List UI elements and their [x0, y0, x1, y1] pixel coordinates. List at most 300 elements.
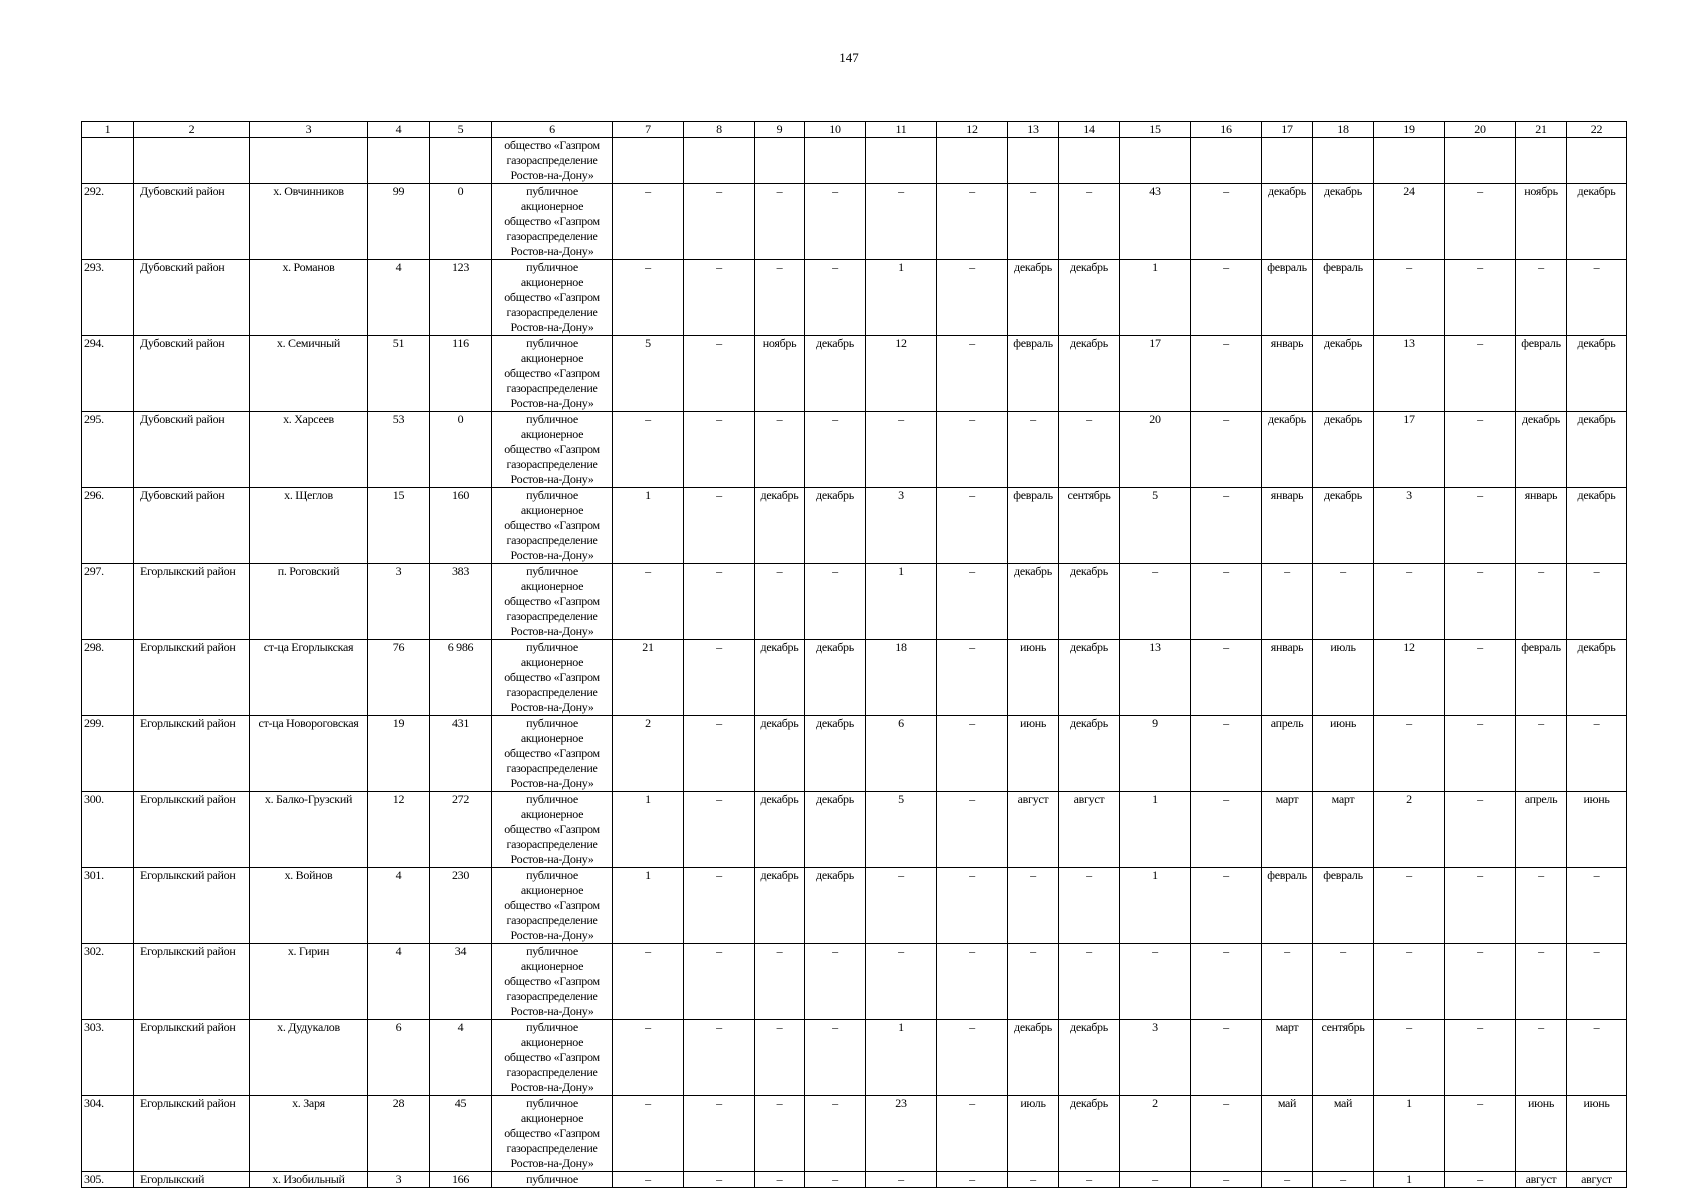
value-cell: –: [613, 260, 684, 336]
value-cell: –: [1191, 184, 1262, 260]
district-cell: Егорлыкский район: [134, 792, 250, 868]
value-cell: –: [1445, 640, 1516, 716]
value-cell: –: [684, 1172, 755, 1188]
value-cell: –: [1445, 1096, 1516, 1172]
organization-line: Ростов-на-Дону»: [510, 776, 594, 790]
value-cell: –: [1516, 716, 1567, 792]
organization-line: публичное: [526, 412, 578, 426]
value-cell: –: [1120, 564, 1191, 640]
value-cell: –: [805, 1020, 866, 1096]
value-cell: –: [805, 260, 866, 336]
value-cell: 1: [866, 1020, 937, 1096]
value-cell: январь: [1516, 488, 1567, 564]
value-cell: –: [1374, 564, 1445, 640]
settlement-cell: ст-ца Егорлыкская: [250, 640, 368, 716]
organization-cell: [492, 1172, 613, 1188]
value-cell: –: [1191, 792, 1262, 868]
organization-line: Ростов-на-Дону»: [510, 244, 594, 258]
table-row: [82, 640, 1627, 716]
value-cell: декабрь: [805, 868, 866, 944]
value-cell: декабрь: [1059, 336, 1120, 412]
organization-line: Ростов-на-Дону»: [510, 624, 594, 638]
value-cell: –: [1374, 260, 1445, 336]
value-cell: 6 986: [430, 640, 492, 716]
value-cell: декабрь: [1059, 640, 1120, 716]
value-cell: 20: [1120, 412, 1191, 488]
value-cell: сентябрь: [1313, 1020, 1374, 1096]
value-cell: –: [684, 488, 755, 564]
value-cell: –: [805, 944, 866, 1020]
value-cell: май: [1313, 1096, 1374, 1172]
value-cell: февраль: [1262, 868, 1313, 944]
column-number: 22: [1567, 122, 1627, 138]
value-cell: –: [1445, 716, 1516, 792]
organization-line: общество «Газпром: [504, 898, 600, 912]
organization-line: общество «Газпром: [504, 746, 600, 760]
organization-line: общество «Газпром: [504, 442, 600, 456]
value-cell: –: [1445, 868, 1516, 944]
value-cell: –: [1374, 716, 1445, 792]
value-cell: [937, 138, 1008, 184]
district-cell: Дубовский район: [134, 488, 250, 564]
organization-line: публичное: [526, 944, 578, 958]
value-cell: –: [937, 1096, 1008, 1172]
value-cell: –: [1008, 868, 1059, 944]
value-cell: –: [1313, 944, 1374, 1020]
value-cell: декабрь: [805, 716, 866, 792]
value-cell: 6: [368, 1020, 430, 1096]
value-cell: –: [1008, 184, 1059, 260]
value-cell: август: [1567, 1172, 1627, 1188]
value-cell: декабрь: [805, 792, 866, 868]
value-cell: август: [1516, 1172, 1567, 1188]
value-cell: 19: [368, 716, 430, 792]
organization-line: газораспределение: [506, 305, 598, 319]
value-cell: –: [937, 1172, 1008, 1188]
organization-line: газораспределение: [506, 229, 598, 243]
value-cell: –: [1516, 1020, 1567, 1096]
value-cell: январь: [1262, 640, 1313, 716]
table-row: [82, 138, 1627, 184]
value-cell: 116: [430, 336, 492, 412]
column-number: 15: [1120, 122, 1191, 138]
district-cell: Егорлыкский район: [134, 564, 250, 640]
value-cell: [1374, 138, 1445, 184]
value-cell: декабрь: [1008, 260, 1059, 336]
row-number: 297.: [82, 564, 134, 640]
district-cell: Егорлыкский район: [134, 640, 250, 716]
organization-cell: [492, 336, 613, 412]
value-cell: 17: [1374, 412, 1445, 488]
organization-line: публичное: [526, 792, 578, 806]
settlement-cell: х. Семичный: [250, 336, 368, 412]
table-body: [82, 122, 1627, 1188]
value-cell: 166: [430, 1172, 492, 1188]
column-number: 21: [1516, 122, 1567, 138]
value-cell: –: [1008, 412, 1059, 488]
value-cell: декабрь: [1567, 488, 1627, 564]
value-cell: –: [1191, 412, 1262, 488]
value-cell: декабрь: [755, 488, 805, 564]
row-number: 300.: [82, 792, 134, 868]
value-cell: –: [1059, 184, 1120, 260]
row-number: 304.: [82, 1096, 134, 1172]
table-row: [82, 1096, 1627, 1172]
value-cell: 1: [866, 260, 937, 336]
organization-line: газораспределение: [506, 685, 598, 699]
value-cell: –: [1191, 1172, 1262, 1188]
value-cell: 4: [368, 260, 430, 336]
organization-line: общество «Газпром: [504, 290, 600, 304]
value-cell: 123: [430, 260, 492, 336]
column-number: 20: [1445, 122, 1516, 138]
organization-line: газораспределение: [506, 989, 598, 1003]
value-cell: 2: [1120, 1096, 1191, 1172]
value-cell: 431: [430, 716, 492, 792]
value-cell: –: [1191, 260, 1262, 336]
value-cell: –: [755, 564, 805, 640]
organization-line: общество «Газпром: [504, 1126, 600, 1140]
organization-line: публичное: [526, 336, 578, 350]
column-number: 18: [1313, 122, 1374, 138]
value-cell: –: [684, 336, 755, 412]
organization-line: Ростов-на-Дону»: [510, 396, 594, 410]
value-cell: –: [684, 640, 755, 716]
value-cell: декабрь: [805, 336, 866, 412]
district-cell: Дубовский район: [134, 260, 250, 336]
settlement-cell: х. Войнов: [250, 868, 368, 944]
value-cell: 18: [866, 640, 937, 716]
value-cell: –: [805, 1096, 866, 1172]
value-cell: ноябрь: [1516, 184, 1567, 260]
value-cell: февраль: [1516, 336, 1567, 412]
value-cell: –: [866, 944, 937, 1020]
value-cell: –: [755, 944, 805, 1020]
value-cell: –: [1516, 260, 1567, 336]
table-row: [82, 1172, 1627, 1188]
organization-line: газораспределение: [506, 1065, 598, 1079]
value-cell: –: [1374, 1020, 1445, 1096]
value-cell: –: [937, 640, 1008, 716]
row-number: 303.: [82, 1020, 134, 1096]
value-cell: [1516, 138, 1567, 184]
value-cell: –: [1059, 1172, 1120, 1188]
column-number: 17: [1262, 122, 1313, 138]
district-cell: Егорлыкский: [134, 1172, 250, 1188]
settlement-cell: х. Гирин: [250, 944, 368, 1020]
organization-line: публичное: [526, 640, 578, 654]
value-cell: –: [613, 184, 684, 260]
value-cell: –: [684, 944, 755, 1020]
value-cell: [613, 138, 684, 184]
value-cell: 3: [368, 564, 430, 640]
value-cell: –: [1445, 412, 1516, 488]
organization-line: публичное: [526, 716, 578, 730]
organization-line: публичное: [526, 868, 578, 882]
value-cell: –: [1262, 1172, 1313, 1188]
value-cell: –: [684, 1096, 755, 1172]
district-cell: Дубовский район: [134, 184, 250, 260]
table-row: [82, 944, 1627, 1020]
column-number: 10: [805, 122, 866, 138]
value-cell: –: [937, 488, 1008, 564]
value-cell: –: [613, 1172, 684, 1188]
value-cell: –: [613, 564, 684, 640]
value-cell: июнь: [1008, 716, 1059, 792]
organization-line: акционерное: [520, 807, 584, 821]
value-cell: 5: [613, 336, 684, 412]
value-cell: –: [1445, 944, 1516, 1020]
value-cell: [1120, 138, 1191, 184]
gasification-schedule-table: [81, 121, 1627, 1188]
value-cell: декабрь: [1059, 1020, 1120, 1096]
row-number: 295.: [82, 412, 134, 488]
value-cell: –: [866, 412, 937, 488]
value-cell: –: [1313, 1172, 1374, 1188]
value-cell: 28: [368, 1096, 430, 1172]
value-cell: [1313, 138, 1374, 184]
organization-cell: [492, 1096, 613, 1172]
value-cell: –: [937, 716, 1008, 792]
column-number: 9: [755, 122, 805, 138]
settlement-cell: х. Балко-Грузский: [250, 792, 368, 868]
value-cell: –: [805, 564, 866, 640]
value-cell: –: [613, 1096, 684, 1172]
value-cell: июнь: [1313, 716, 1374, 792]
organization-line: Ростов-на-Дону»: [510, 1156, 594, 1170]
value-cell: 3: [1120, 1020, 1191, 1096]
settlement-cell: х. Харсеев: [250, 412, 368, 488]
value-cell: –: [937, 868, 1008, 944]
organization-line: Ростов-на-Дону»: [510, 1004, 594, 1018]
value-cell: март: [1313, 792, 1374, 868]
value-cell: февраль: [1313, 260, 1374, 336]
organization-line: акционерное: [520, 275, 584, 289]
value-cell: 21: [613, 640, 684, 716]
value-cell: –: [684, 412, 755, 488]
value-cell: –: [937, 336, 1008, 412]
value-cell: –: [1567, 564, 1627, 640]
value-cell: –: [684, 716, 755, 792]
organization-line: публичное: [526, 564, 578, 578]
value-cell: декабрь: [1008, 564, 1059, 640]
value-cell: 2: [1374, 792, 1445, 868]
value-cell: –: [805, 1172, 866, 1188]
settlement-cell: х. Изобильный: [250, 1172, 368, 1188]
value-cell: [755, 138, 805, 184]
organization-line: Ростов-на-Дону»: [510, 852, 594, 866]
column-number: 1: [82, 122, 134, 138]
value-cell: март: [1262, 792, 1313, 868]
value-cell: –: [1445, 488, 1516, 564]
value-cell: декабрь: [1059, 716, 1120, 792]
value-cell: –: [1191, 1020, 1262, 1096]
value-cell: 383: [430, 564, 492, 640]
settlement-cell: п. Роговский: [250, 564, 368, 640]
value-cell: –: [1262, 944, 1313, 1020]
value-cell: 45: [430, 1096, 492, 1172]
value-cell: –: [1191, 564, 1262, 640]
value-cell: –: [937, 260, 1008, 336]
value-cell: –: [755, 184, 805, 260]
value-cell: –: [684, 564, 755, 640]
table-row: [82, 336, 1627, 412]
value-cell: декабрь: [1059, 1096, 1120, 1172]
organization-line: публичное: [526, 260, 578, 274]
value-cell: –: [1567, 944, 1627, 1020]
value-cell: декабрь: [1008, 1020, 1059, 1096]
value-cell: –: [1516, 868, 1567, 944]
value-cell: –: [1120, 1172, 1191, 1188]
organization-line: акционерное: [520, 1111, 584, 1125]
value-cell: –: [866, 1172, 937, 1188]
value-cell: 15: [368, 488, 430, 564]
row-number: 298.: [82, 640, 134, 716]
value-cell: декабрь: [755, 792, 805, 868]
value-cell: –: [613, 944, 684, 1020]
value-cell: 4: [368, 944, 430, 1020]
organization-line: акционерное: [520, 731, 584, 745]
column-number: 5: [430, 122, 492, 138]
value-cell: –: [1445, 1172, 1516, 1188]
value-cell: 53: [368, 412, 430, 488]
organization-cell: [492, 716, 613, 792]
value-cell: 24: [1374, 184, 1445, 260]
value-cell: декабрь: [1567, 640, 1627, 716]
value-cell: –: [805, 412, 866, 488]
value-cell: 3: [368, 1172, 430, 1188]
organization-line: Ростов-на-Дону»: [510, 700, 594, 714]
organization-line: общество «Газпром: [504, 594, 600, 608]
value-cell: –: [1313, 564, 1374, 640]
value-cell: –: [937, 184, 1008, 260]
value-cell: 1: [613, 792, 684, 868]
value-cell: февраль: [1262, 260, 1313, 336]
organization-line: акционерное: [520, 579, 584, 593]
organization-line: акционерное: [520, 427, 584, 441]
value-cell: июнь: [1516, 1096, 1567, 1172]
value-cell: –: [1567, 260, 1627, 336]
value-cell: –: [1191, 868, 1262, 944]
column-number-row: [82, 122, 1627, 138]
value-cell: декабрь: [1059, 564, 1120, 640]
value-cell: декабрь: [805, 640, 866, 716]
value-cell: июнь: [1008, 640, 1059, 716]
value-cell: 76: [368, 640, 430, 716]
value-cell: 1: [613, 868, 684, 944]
page-number: 147: [839, 50, 859, 65]
organization-line: общество «Газпром: [504, 518, 600, 532]
value-cell: –: [1567, 1020, 1627, 1096]
organization-line: акционерное: [520, 959, 584, 973]
value-cell: апрель: [1262, 716, 1313, 792]
value-cell: 5: [866, 792, 937, 868]
value-cell: –: [1191, 488, 1262, 564]
organization-line: газораспределение: [506, 533, 598, 547]
organization-line: газораспределение: [506, 153, 598, 167]
settlement-cell: х. Дудукалов: [250, 1020, 368, 1096]
value-cell: 272: [430, 792, 492, 868]
organization-line: акционерное: [520, 883, 584, 897]
settlement-cell: х. Овчинников: [250, 184, 368, 260]
value-cell: –: [1445, 184, 1516, 260]
value-cell: –: [937, 564, 1008, 640]
value-cell: –: [613, 412, 684, 488]
value-cell: [368, 138, 430, 184]
value-cell: декабрь: [1567, 184, 1627, 260]
value-cell: март: [1262, 1020, 1313, 1096]
district-cell: Егорлыкский район: [134, 1096, 250, 1172]
value-cell: январь: [1262, 336, 1313, 412]
value-cell: февраль: [1313, 868, 1374, 944]
table-row: [82, 1020, 1627, 1096]
value-cell: декабрь: [1313, 336, 1374, 412]
value-cell: июнь: [1567, 1096, 1627, 1172]
value-cell: –: [755, 412, 805, 488]
column-number: 14: [1059, 122, 1120, 138]
value-cell: –: [1059, 944, 1120, 1020]
organization-line: акционерное: [520, 655, 584, 669]
organization-line: общество «Газпром: [504, 1050, 600, 1064]
value-cell: [430, 138, 492, 184]
value-cell: 1: [613, 488, 684, 564]
organization-line: газораспределение: [506, 761, 598, 775]
value-cell: 99: [368, 184, 430, 260]
organization-cell: [492, 260, 613, 336]
table-row: [82, 488, 1627, 564]
value-cell: 1: [1120, 792, 1191, 868]
value-cell: 17: [1120, 336, 1191, 412]
value-cell: 13: [1374, 336, 1445, 412]
value-cell: 3: [866, 488, 937, 564]
row-number: 305.: [82, 1172, 134, 1188]
value-cell: –: [1516, 944, 1567, 1020]
column-number: 4: [368, 122, 430, 138]
value-cell: февраль: [1516, 640, 1567, 716]
district-cell: Егорлыкский район: [134, 944, 250, 1020]
district-cell: Дубовский район: [134, 412, 250, 488]
value-cell: 0: [430, 184, 492, 260]
value-cell: –: [1059, 412, 1120, 488]
value-cell: –: [684, 260, 755, 336]
value-cell: 13: [1120, 640, 1191, 716]
row-number: 301.: [82, 868, 134, 944]
organization-cell: [492, 792, 613, 868]
value-cell: июль: [1008, 1096, 1059, 1172]
column-number: 2: [134, 122, 250, 138]
row-number: 293.: [82, 260, 134, 336]
value-cell: –: [684, 792, 755, 868]
value-cell: –: [1445, 564, 1516, 640]
settlement-cell: ст-ца Новороговская: [250, 716, 368, 792]
value-cell: декабрь: [1059, 260, 1120, 336]
district-cell: Егорлыкский район: [134, 716, 250, 792]
value-cell: 3: [1374, 488, 1445, 564]
organization-line: Ростов-на-Дону»: [510, 928, 594, 942]
value-cell: [1059, 138, 1120, 184]
organization-line: публичное: [526, 1172, 578, 1186]
organization-line: публичное: [526, 1096, 578, 1110]
value-cell: –: [1191, 640, 1262, 716]
value-cell: 1: [1374, 1172, 1445, 1188]
value-cell: –: [1191, 716, 1262, 792]
value-cell: 4: [430, 1020, 492, 1096]
value-cell: –: [1120, 944, 1191, 1020]
value-cell: август: [1008, 792, 1059, 868]
organization-cell: [492, 640, 613, 716]
value-cell: –: [755, 1096, 805, 1172]
value-cell: –: [1374, 944, 1445, 1020]
